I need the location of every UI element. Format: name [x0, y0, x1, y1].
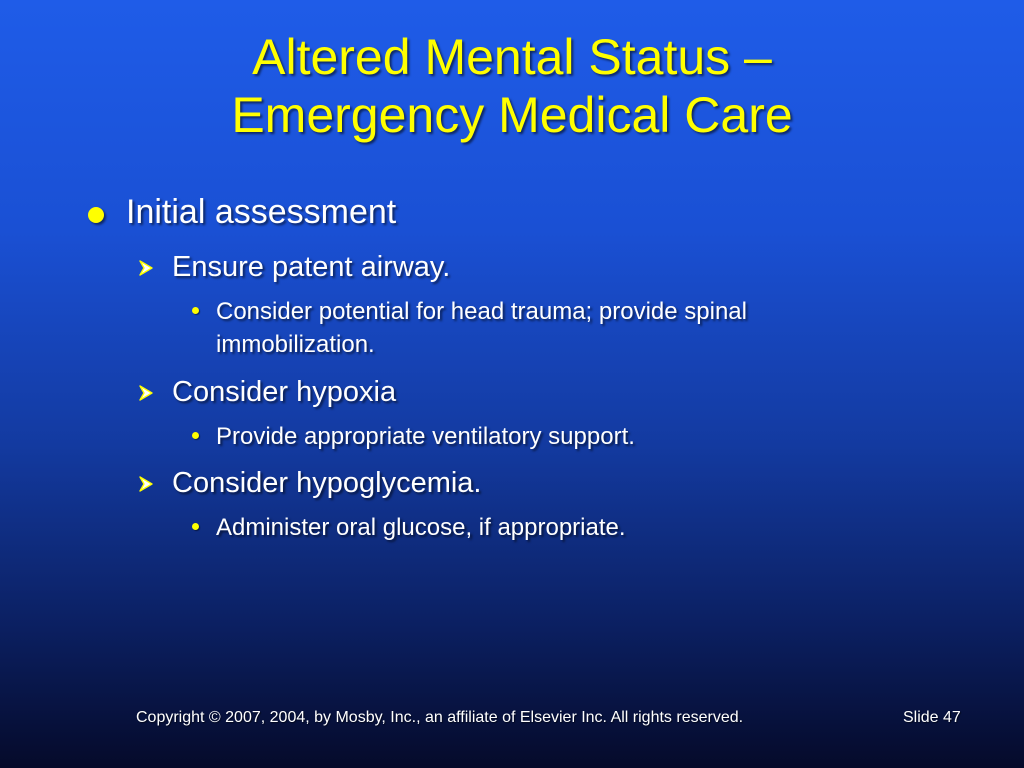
sub-item-ventilatory: Provide appropriate ventilatory support.	[216, 423, 635, 450]
copyright-notice: Copyright © 2007, 2004, by Mosby, Inc., an affiliate of Elsevier Inc. All rights reserved.	[136, 709, 744, 726]
title-line-2: Emergency Medical Care	[231, 87, 793, 143]
main-bullet-text: Initial assessment	[126, 193, 397, 231]
filled-circle-bullet-icon	[88, 207, 104, 223]
list-item-airway: Ensure patent airway.	[172, 251, 451, 283]
small-dot-bullet-icon	[192, 307, 199, 314]
sub-item-oral-glucose: Administer oral glucose, if appropriate.	[216, 514, 626, 541]
list-item-hypoglycemia: Consider hypoglycemia.	[172, 467, 482, 499]
chevron-arrow-bullet-icon	[138, 475, 156, 493]
small-dot-bullet-icon	[192, 432, 199, 439]
slide-title	[0, 28, 1024, 144]
sub-item-head-trauma: Consider potential for head trauma; provide spinal immobilization.	[216, 298, 747, 358]
slide-number: Slide 47	[903, 709, 961, 726]
small-dot-bullet-icon	[192, 523, 199, 530]
chevron-arrow-bullet-icon	[138, 384, 156, 402]
chevron-arrow-bullet-icon	[138, 259, 156, 277]
list-item-hypoxia: Consider hypoxia	[172, 376, 397, 408]
title-line-1: Altered Mental Status –	[252, 29, 772, 85]
